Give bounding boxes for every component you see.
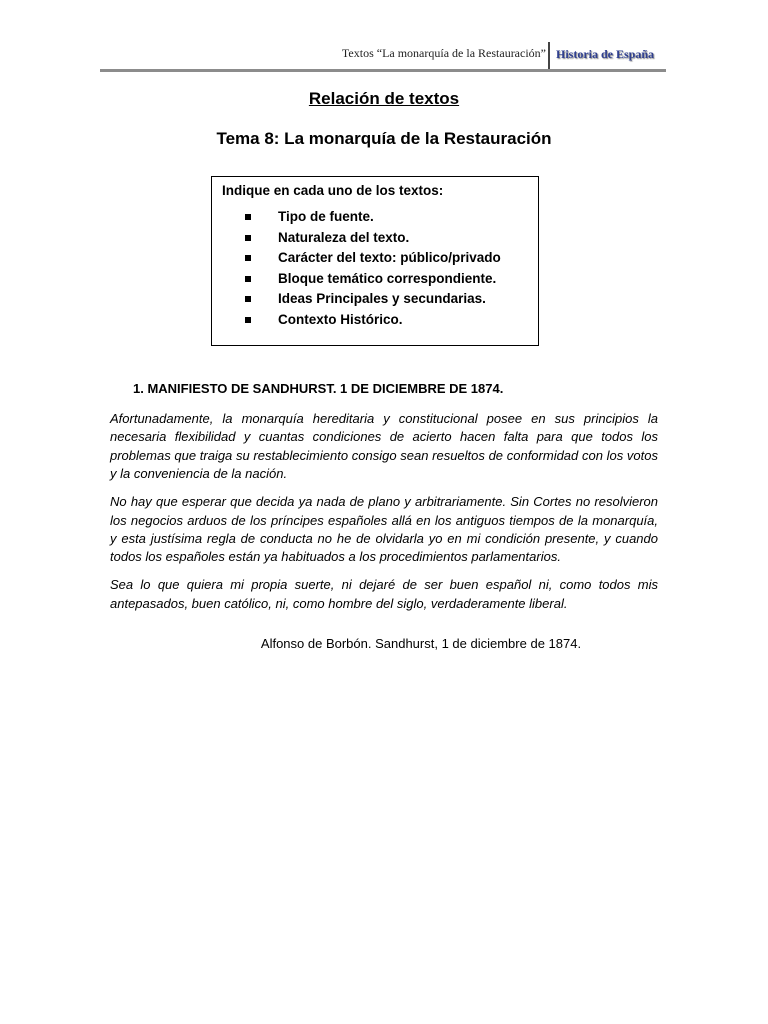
page-title: Relación de textos [308,89,460,108]
square-bullet-icon [245,235,251,241]
text-paragraph: No hay que esperar que decida ya nada de plano y arbitrariamente. Sin Cortes no resolvieron los negocios arduos de los príncipes españoles allá en los antiguos tiempos de la monarquía, y esta justísima regla de conducta no he de olvidarla yo en mi condición presente, y cuando todos los españoles están ya habituados a los procedimientos parlamentarios. [110,494,658,565]
square-bullet-icon [245,214,251,220]
list-item-text: Contexto Histórico. [278,311,403,327]
list-item-text: Bloque temático correspondiente. [278,270,497,286]
list-item [242,248,528,269]
list-item-text: Carácter del texto: público/privado [278,250,501,265]
list-item [242,269,528,290]
signature: Alfonso de Borbón. Sandhurst, 1 de diciembre de 1874. [260,636,582,651]
header-rule [100,69,666,72]
instructions-heading: Indique en cada uno de los textos: [222,183,444,198]
square-bullet-icon [245,255,251,261]
text-paragraph: Sea lo que quiera mi propia suerte, ni dejaré de ser buen español ni, como todos mis antepasados, buen católico, ni, como hombre del siglo, verdaderamente liberal. [110,577,658,611]
header-doc-title: Textos “La monarquía de la Restauración” [341,46,546,60]
header-separator [548,42,550,69]
text-paragraph: Afortunadamente, la monarquía hereditaria y constitucional posee en sus principios la necesaria flexibilidad y cuantas condiciones de acierto hacen falta para que todos los problemas que traiga su restablecimiento consigo sean resueltos de conformidad con los votos y la conveniencia de la nación. [110,411,658,482]
list-item [242,289,528,310]
list-item-text: Naturaleza del texto. [278,229,410,245]
square-bullet-icon [245,276,251,282]
section-heading: 1. MANIFIESTO DE SANDHURST. 1 DE DICIEMBRE DE 1874. [133,381,504,396]
header-brand: Historia de España [556,47,655,61]
square-bullet-icon [245,317,251,323]
instructions-list [222,207,528,330]
list-item [242,310,528,331]
text-body [110,410,658,623]
list-item-text: Tipo de fuente. [278,209,374,224]
page-subtitle: Tema 8: La monarquía de la Restauración [216,129,552,148]
list-item [242,207,528,228]
list-item-text: Ideas Principales y secundarias. [278,291,486,306]
page-header [100,38,666,72]
instructions-box [211,176,539,346]
square-bullet-icon [245,296,251,302]
list-item [242,228,528,249]
